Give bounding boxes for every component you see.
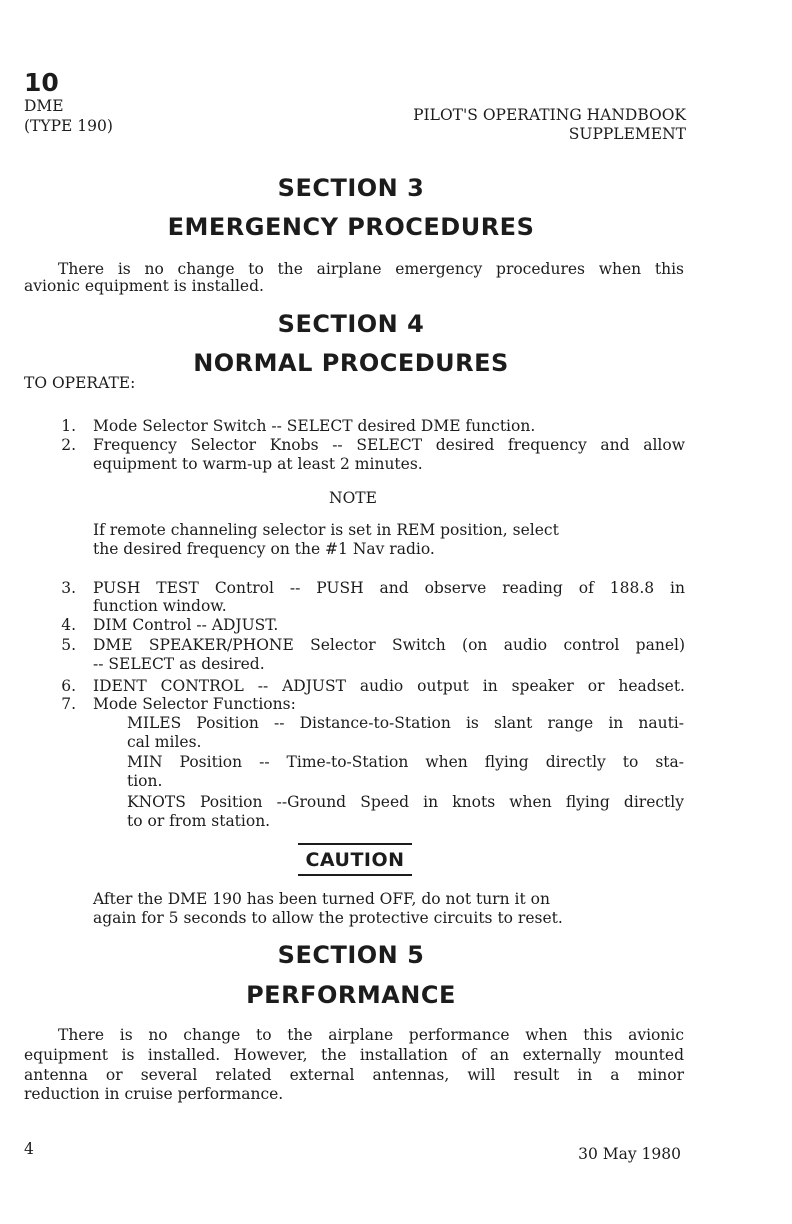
section5-paragraph-line-3: antenna or several related external antennas, will result in a minor (24, 1066, 684, 1084)
step-number: 2. (61, 436, 76, 454)
caution-label: CAUTION (298, 843, 412, 876)
section3-paragraph-line-2: avionic equipment is installed. (24, 277, 264, 295)
step-text: Mode Selector Functions: (93, 695, 296, 713)
step-text: IDENT CONTROL -- ADJUST audio output in speaker or headset. (93, 677, 685, 695)
caution-text-line-2: again for 5 seconds to allow the protective circuits to reset. (93, 909, 563, 927)
revision-date: 30 May 1980 (578, 1145, 681, 1163)
page-number: 4 (24, 1140, 34, 1158)
section5-paragraph-line-2: equipment is installed. However, the installation of an externally mounted (24, 1046, 684, 1064)
step-number: 6. (61, 677, 76, 695)
step-text: equipment to warm-up at least 2 minutes. (93, 455, 423, 473)
section4-subtitle: NORMAL PROCEDURES (193, 349, 509, 377)
step-text: PUSH TEST Control -- PUSH and observe reading of 188.8 in (93, 579, 685, 597)
function-text: cal miles. (127, 733, 202, 751)
step-number: 3. (61, 579, 76, 597)
step-text: function window. (93, 597, 227, 615)
step-number: 7. (61, 695, 76, 713)
doc-title-type: (TYPE 190) (24, 117, 113, 135)
section5-paragraph-line-4: reduction in cruise performance. (24, 1085, 284, 1103)
note-text-line-1: If remote channeling selector is set in REM position, select (93, 521, 559, 539)
step-text: Frequency Selector Knobs -- SELECT desired frequency and allow (93, 436, 685, 454)
to-operate-label: TO OPERATE: (24, 374, 136, 392)
step-text: -- SELECT as desired. (93, 655, 265, 673)
step-text: Mode Selector Switch -- SELECT desired DME function. (93, 417, 536, 435)
section3-title: SECTION 3 (277, 174, 425, 202)
section-number: 10 (24, 68, 59, 97)
note-label: NOTE (329, 489, 377, 507)
handbook-subtitle: SUPPLEMENT (568, 125, 686, 143)
section3-subtitle: EMERGENCY PROCEDURES (167, 213, 535, 241)
function-text: to or from station. (127, 812, 271, 830)
section5-title: SECTION 5 (277, 941, 425, 969)
step-number: 5. (61, 636, 76, 654)
caution-text-line-1: After the DME 190 has been turned OFF, do not turn it on (93, 890, 550, 908)
step-number: 4. (61, 616, 76, 634)
function-text: MIN Position -- Time-to-Station when flying directly to sta- (127, 753, 684, 771)
step-text: DME SPEAKER/PHONE Selector Switch (on audio control panel) (93, 636, 685, 654)
section5-subtitle: PERFORMANCE (246, 981, 456, 1009)
step-number: 1. (61, 417, 76, 435)
section4-title: SECTION 4 (277, 310, 425, 338)
section3-paragraph-line-1: There is no change to the airplane emergency procedures when this (58, 260, 684, 278)
function-text: tion. (127, 772, 163, 790)
function-text: KNOTS Position --Ground Speed in knots when flying directly (127, 793, 684, 811)
note-text-line-2: the desired frequency on the #1 Nav radio. (93, 540, 435, 558)
step-text: DIM Control -- ADJUST. (93, 616, 279, 634)
handbook-title: PILOT'S OPERATING HANDBOOK (413, 106, 686, 124)
doc-title-dme: DME (24, 97, 64, 115)
function-text: MILES Position -- Distance-to-Station is slant range in nauti- (127, 714, 684, 732)
section5-paragraph-line-1: There is no change to the airplane performance when this avionic (58, 1026, 684, 1044)
